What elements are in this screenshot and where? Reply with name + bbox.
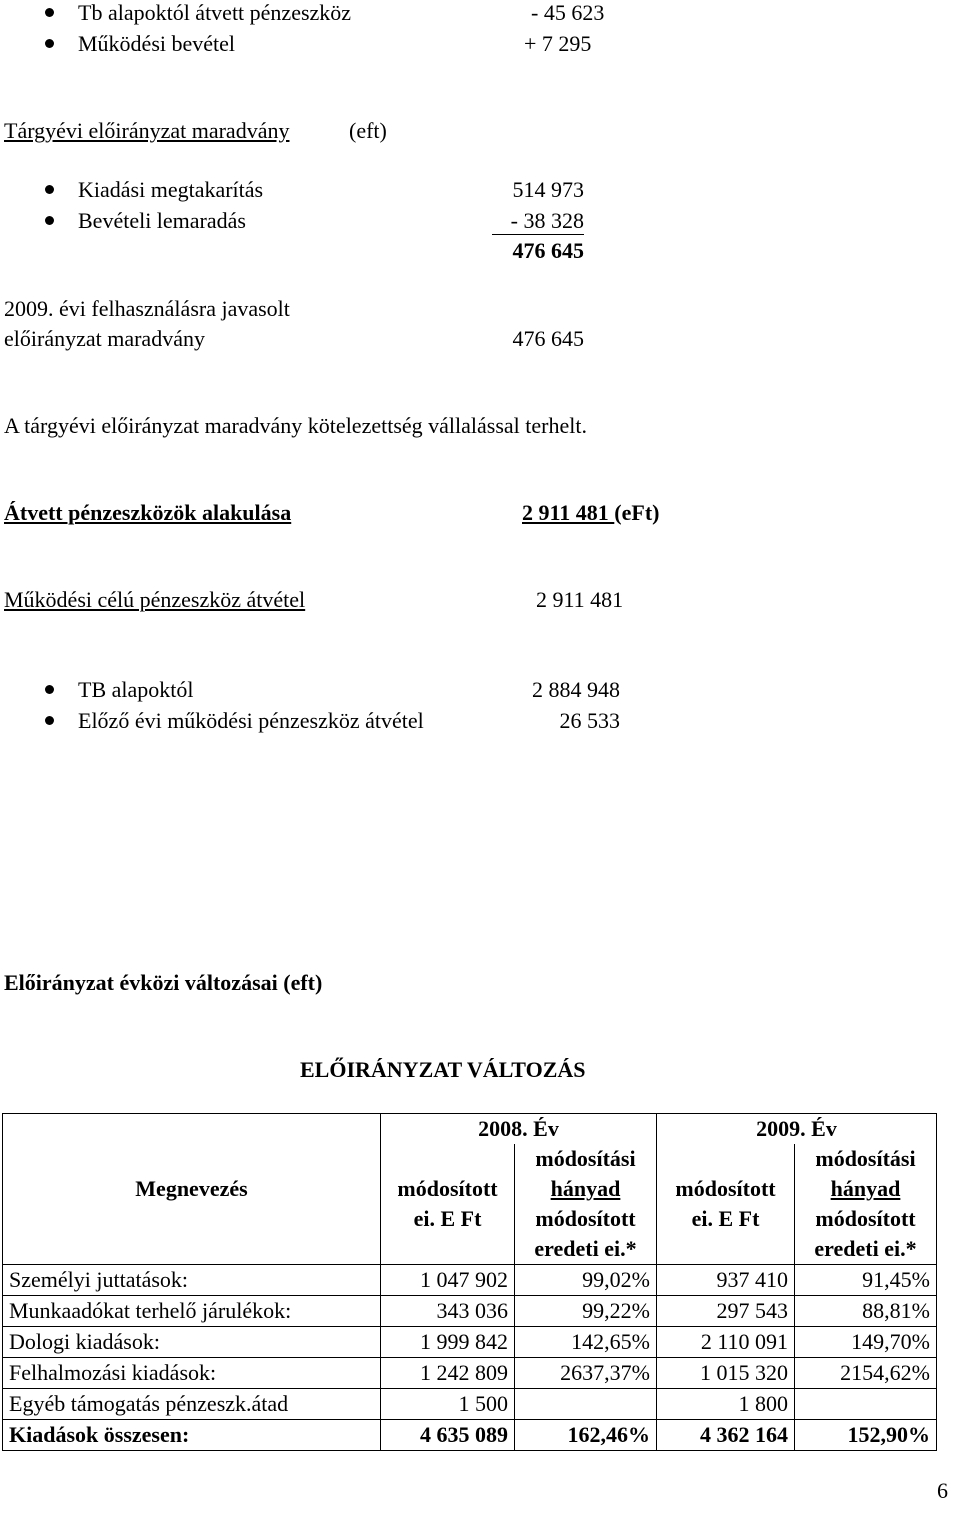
atvett-value: 2 911 481 (522, 500, 615, 525)
list-item-label: Kiadási megtakarítás (78, 177, 264, 202)
proposed-value: 476 645 (512, 326, 584, 351)
bullet-icon (45, 185, 54, 194)
header-label: ei. E Ft (413, 1206, 482, 1231)
cell-mod-2009: 937 410 (657, 1265, 795, 1296)
header-label: módosított (535, 1206, 636, 1231)
cell-mod-2009: 1 800 (657, 1389, 795, 1420)
cell-mod-2008: 343 036 (381, 1296, 515, 1327)
list-item-label: Tb alapoktól átvett pénzeszköz (78, 0, 352, 25)
row-name: Dologi kiadások: (3, 1327, 381, 1358)
cell-mod-2008: 1 047 902 (381, 1265, 515, 1296)
list-item-label: Működési bevétel (78, 31, 236, 56)
table-title: ELŐIRÁNYZAT VÁLTOZÁS (300, 1057, 586, 1082)
bullet-icon (45, 39, 54, 48)
cell-mod-2009: 297 543 (657, 1296, 795, 1327)
header-ratio-2009 (795, 1144, 937, 1265)
row-name: Személyi juttatások: (3, 1265, 381, 1296)
header-name: Megnevezés (3, 1114, 381, 1265)
cell-mod-2008: 1 242 809 (381, 1358, 515, 1389)
header-label: eredeti ei.* (814, 1236, 917, 1261)
header-label: módosított (397, 1176, 498, 1201)
maradvany-note: A tárgyévi előirányzat maradvány kötelezettség vállalással terhelt. (4, 413, 587, 438)
table-header-row (3, 1114, 937, 1145)
header-modositott-2009 (657, 1144, 795, 1265)
row-name: Munkaadókat terhelő járulékok: (3, 1296, 381, 1327)
table-row (3, 1389, 937, 1420)
maradvany-heading: Tárgyévi előirányzat maradvány (4, 118, 290, 143)
cell-ratio-2008 (515, 1389, 657, 1420)
cell-mod-2009: 2 110 091 (657, 1327, 795, 1358)
table-row (3, 1358, 937, 1389)
row-name: Egyéb támogatás pénzeszk.átad (3, 1389, 381, 1420)
list-item-value: - 45 623 (531, 0, 605, 25)
proposed-label: előirányzat maradvány (4, 326, 205, 351)
eloiranyzat-table (2, 1113, 937, 1451)
eloiranyzat-section-title: Előirányzat évközi változásai (eft) (4, 970, 323, 995)
bullet-icon (45, 685, 54, 694)
header-label: módosítási (535, 1146, 636, 1171)
atvett-unit: (eFt) (614, 500, 660, 525)
header-modositott-2008 (381, 1144, 515, 1265)
header-label: ei. E Ft (691, 1206, 760, 1231)
list-item-label: TB alapoktól (78, 677, 194, 702)
bullet-icon (45, 216, 54, 225)
list-item-label: Bevételi lemaradás (78, 208, 246, 233)
cell-ratio-2008: 162,46% (515, 1420, 657, 1451)
cell-ratio-2009: 2154,62% (795, 1358, 937, 1389)
header-ratio-2008 (515, 1144, 657, 1265)
cell-mod-2008: 1 999 842 (381, 1327, 515, 1358)
bullet-icon (45, 716, 54, 725)
header-label: módosított (815, 1206, 916, 1231)
cell-mod-2008: 4 635 089 (381, 1420, 515, 1451)
table-total-row (3, 1420, 937, 1451)
atvett-heading-value (522, 500, 659, 526)
atvett-sub-value: 2 911 481 (536, 587, 624, 612)
cell-ratio-2009: 91,45% (795, 1265, 937, 1296)
cell-mod-2009: 1 015 320 (657, 1358, 795, 1389)
header-label: módosítási (815, 1146, 916, 1171)
cell-ratio-2009: 88,81% (795, 1296, 937, 1327)
header-label: módosított (675, 1176, 776, 1201)
sum-line (492, 234, 584, 235)
list-item-label: Előző évi működési pénzeszköz átvétel (78, 708, 424, 733)
cell-ratio-2009: 149,70% (795, 1327, 937, 1358)
list-item-value: - 38 328 (510, 208, 584, 233)
cell-ratio-2009 (795, 1389, 937, 1420)
maradvany-total: 476 645 (512, 238, 584, 263)
list-item-value: 2 884 948 (532, 677, 620, 702)
header-label: hányad (550, 1176, 621, 1201)
table-row (3, 1327, 937, 1358)
list-item-value: 26 533 (559, 708, 620, 733)
page-number: 6 (937, 1478, 948, 1503)
bullet-icon (45, 8, 54, 17)
row-name: Kiadások összesen: (3, 1420, 381, 1451)
cell-mod-2008: 1 500 (381, 1389, 515, 1420)
cell-ratio-2008: 142,65% (515, 1327, 657, 1358)
row-name: Felhalmozási kiadások: (3, 1358, 381, 1389)
cell-ratio-2008: 99,02% (515, 1265, 657, 1296)
maradvany-heading-unit: (eft) (349, 118, 387, 143)
cell-mod-2009: 4 362 164 (657, 1420, 795, 1451)
cell-ratio-2008: 2637,37% (515, 1358, 657, 1389)
header-label: hányad (830, 1176, 901, 1201)
table-row (3, 1296, 937, 1327)
atvett-heading: Átvett pénzeszközök alakulása (4, 500, 292, 525)
cell-ratio-2008: 99,22% (515, 1296, 657, 1327)
header-year-2009: 2009. Év (657, 1114, 937, 1145)
list-item-value: 514 973 (512, 177, 584, 202)
header-year-2008: 2008. Év (381, 1114, 657, 1145)
header-label: eredeti ei.* (534, 1236, 637, 1261)
atvett-sub-heading: Működési célú pénzeszköz átvétel (4, 587, 306, 612)
cell-ratio-2009: 152,90% (795, 1420, 937, 1451)
table-row (3, 1265, 937, 1296)
proposed-label: 2009. évi felhasználásra javasolt (4, 296, 290, 321)
list-item-value: + 7 295 (524, 31, 592, 56)
